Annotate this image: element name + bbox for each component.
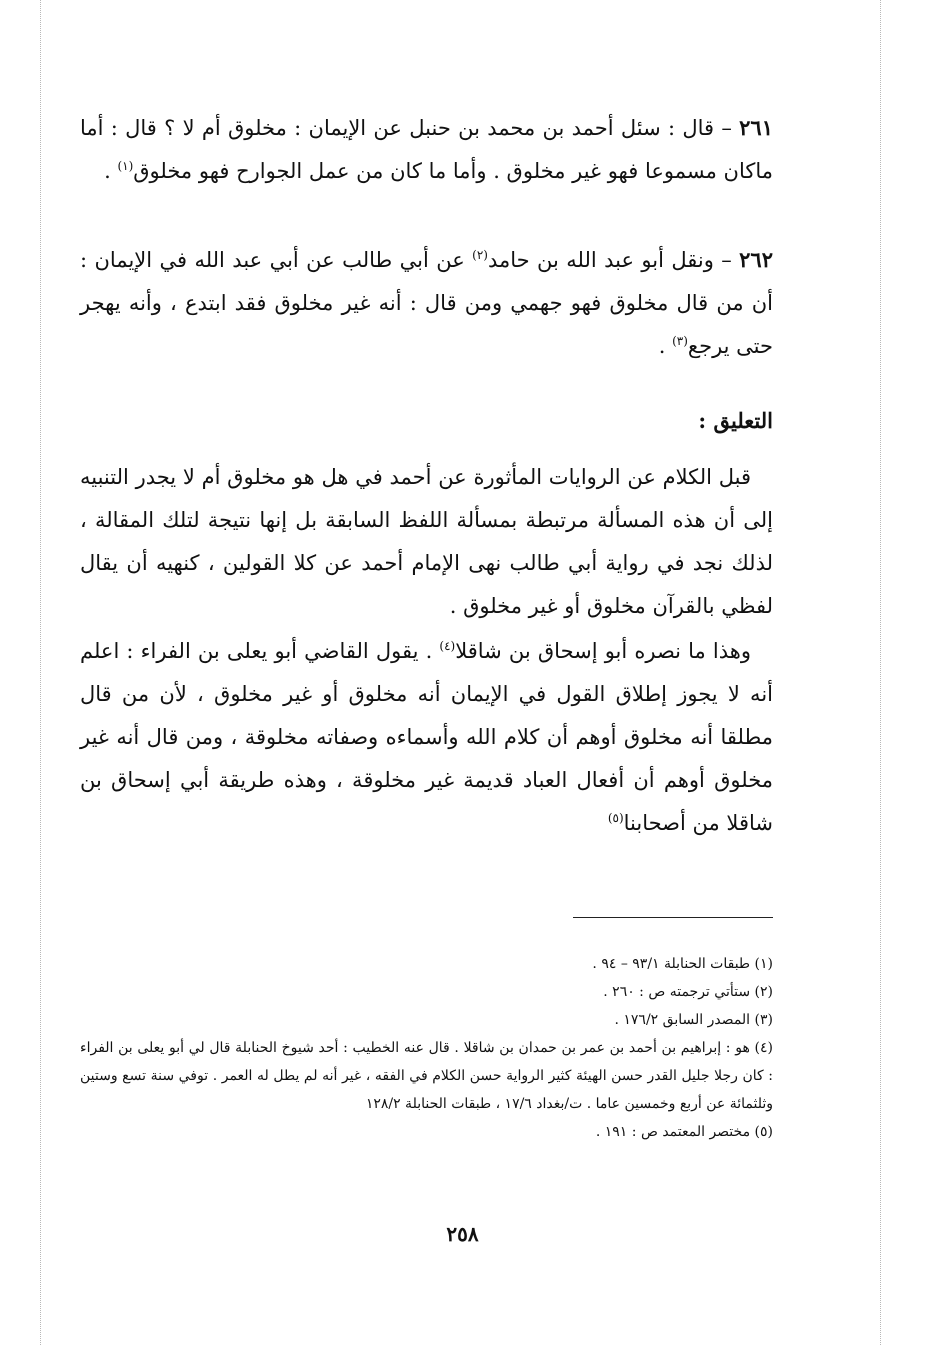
footnote-item <box>80 950 773 978</box>
entry-number: ٢٦٢ <box>739 247 773 272</box>
page-number: ٢٥٨ <box>446 1222 479 1246</box>
commentary-text-part: وهذا ما نصره أبو إسحاق بن شاقلا <box>455 639 752 663</box>
scan-margin-guide-right <box>880 0 881 1345</box>
entry-text: – ونقل أبو عبد الله بن حامد <box>487 248 740 272</box>
footnote-text: مختصر المعتمد ص : ١٩١ . <box>595 1124 751 1140</box>
commentary-paragraph-1 <box>80 456 773 628</box>
commentary-text: قبل الكلام عن الروايات المأثورة عن أحمد في هل هو مخلوق أم لا يجدر التنبيه إلى أن هذه المسألة مرتبطة بمسألة اللفظ السابقة بل إنها نتيجة لتلك المقالة ، لذلك نجد في رواية أبي طالب نهى الإمام أحمد عن كلا القولين ، كنهيه أن يقال لفظي بالقرآن مخلوق أو غير مخلوق . <box>80 465 773 618</box>
footnote-ref: (١) <box>117 159 134 173</box>
footnote-ref: (٣) <box>672 334 688 348</box>
footnote-ref: (٥) <box>607 811 624 825</box>
entry-text: – قال : سئل أحمد بن محمد بن حنبل عن الإيمان : مخلوق أم لا ؟ قال : أما ماكان مسموعا فهو غير مخلوق . وأما ما كان من عمل الجوارح فهو مخلوق <box>80 116 773 183</box>
footnote-ref: (٤) <box>439 639 456 653</box>
entry-261 <box>80 106 773 193</box>
commentary-heading: التعليق : <box>698 408 773 433</box>
entry-262 <box>80 238 773 368</box>
footnote-label: (٤) <box>754 1040 773 1056</box>
footnote-item <box>80 1118 773 1146</box>
commentary-text <box>80 630 773 845</box>
footnote-ref: (٢) <box>472 248 488 262</box>
footnote-label: (٢) <box>754 984 773 1000</box>
footnote-separator <box>573 917 773 918</box>
footnote-text: هو : إبراهيم بن أحمد بن عمر بن حمدان بن شاقلا . قال عنه الخطيب : أحد شيوخ الحنابلة قال لي أبو يعلى بن الفراء : كان رجلا جليل القدر حسن الهيئة كثير الرواية حسن الكلام في الفقه ، غير أنه لم يطل له العمر . توفي سنة تسع وستين وثلثمائة عن أربع وخمسين عاما . ت/بغداد ١٧/٦ ، طبقات الحنابلة ١٢٨/٢ <box>80 1040 773 1112</box>
entry-tail: . <box>104 159 118 183</box>
commentary-paragraph-2 <box>80 630 773 845</box>
scan-margin-guide-left <box>40 0 41 1345</box>
entry-text: عن أبي طالب عن أبي عبد الله في الإيمان : أن من قال مخلوق فهو جهمي ومن قال : أنه غير مخلوق فقد ابتدع ، وأنه يهجر حتى يرجع <box>80 248 773 358</box>
entry-tail: . <box>658 334 673 358</box>
footnote-label: (٥) <box>754 1124 773 1140</box>
entry-paragraph <box>80 238 773 368</box>
footnotes <box>80 950 773 1146</box>
footnote-text: طبقات الحنابلة ٩٣/١ – ٩٤ . <box>592 956 751 972</box>
footnote-item <box>80 978 773 1006</box>
footnote-item <box>80 1034 773 1118</box>
entry-number: ٢٦١ <box>739 115 773 140</box>
footnote-text: المصدر السابق ١٧٦/٢ . <box>614 1012 751 1028</box>
footnote-label: (١) <box>754 956 773 972</box>
entry-paragraph <box>80 106 773 193</box>
footnote-label: (٣) <box>754 1012 773 1028</box>
commentary-text-part: . يقول القاضي أبو يعلى بن الفراء : اعلم أنه لا يجوز إطلاق القول في الإيمان أنه مخلوق أو غير مخلوق ، لأن من قال مطلقا أنه مخلوق أوهم أن كلام الله وأسماءه وصفاته مخلوقة ، ومن قال أنه غير مخلوق أوهم أن أفعال العباد قديمة غير مخلوقة ، وهذه طريقة أبي إسحاق بن شاقلا من أصحابنا <box>80 639 773 835</box>
footnote-text: ستأتي ترجمته ص : ٢٦٠ . <box>603 984 751 1000</box>
footnote-item <box>80 1006 773 1034</box>
